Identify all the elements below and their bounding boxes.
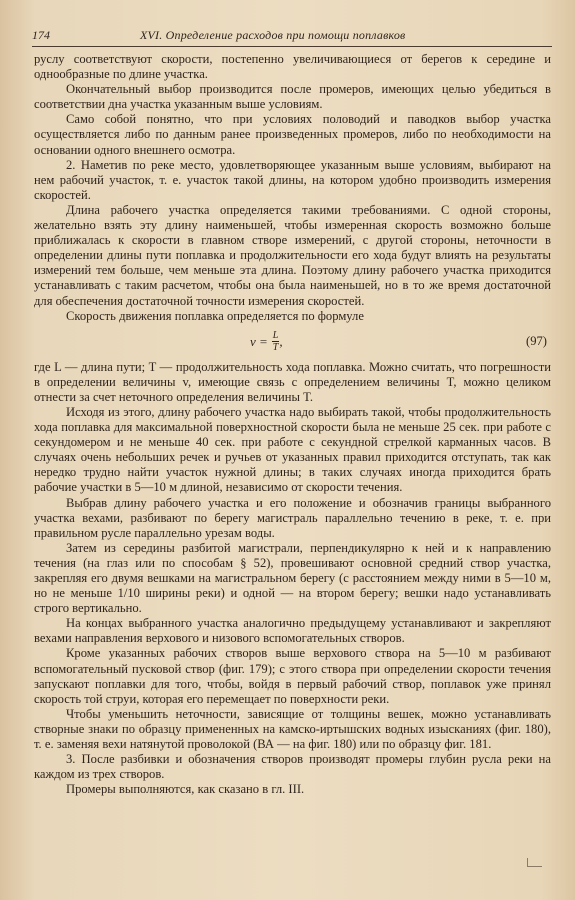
formula-fraction [272,329,283,353]
paragraph: На концах выбранного участка аналогично предыдущему устанавливают и закрепляют вехами направления верхового и низового вспомогательных створов. [34,616,551,646]
crop-mark [527,858,542,867]
paragraph: Кроме указанных рабочих створов выше верхового створа на 5—10 м разбивают вспомогательный пусковой створ (фиг. 179); с этого створа при определении скорости течения запускают поплавки для того, чтобы, войдя в первый рабочий створ, поплавок уже принял скорость той струи, которая его перемещает по поверхности реки. [34,646,551,706]
formula [250,330,283,353]
equation-number: (97) [526,333,547,348]
paragraph: Выбрав длину рабочего участка и его положение и обозначив границы выбранного участка вехами, разбивают по берегу магистраль параллельно течению в реке, т. е. при правильном русле параллельно урезам воды. [34,495,551,540]
paragraph: Длина рабочего участка определяется такими требованиями. С одной стороны, желательно взять эту длину наименьшей, чтобы измеренная скорость возможно больше приближалась к скорости в главном створе измерений, с другой стороны, неточности в определении длины пути поплавка и продолжительности его хода будут влиять на результаты измерений тем больше, чем меньше эта длина. Поэтому длину рабочего участка приходится устанавливать с таким расчетом, чтобы она была наименьшей, но в то же время достаточной для обеспечения достаточной точности измерения скоростей. [34,202,551,308]
formula-97 [34,326,551,356]
formula-numerator: L [272,329,279,341]
formula-trail: , [279,333,283,349]
paragraph: Затем из середины разбитой магистрали, перпендикулярно к ней и к направлению течения (на глаз или по способам § 52), провешивают основной средний створ участка, закрепляя его двумя вешками на магистральном берегу (с расстоянием между ними в 5—10 м, но не меньше 1/10 ширины реки) и одной — на втором берегу; вешки надо устанавливать строго вертикально. [34,540,551,616]
running-title: XVI. Определение расходов при помощи поплавков [140,28,406,42]
paragraph: Чтобы уменьшить неточности, зависящие от толщины вешек, можно устанавливать створные знаки по образцу примененных на камско-иртышских водных изысканиях (фиг. 180), т. е. заменяя вехи натянутой проволокой (ВА — на фиг. 180) или по образцу фиг. 181. [34,706,551,752]
paragraph: 2. Наметив по реке место, удовлетворяющее указанным выше условиям, выбирают на нем рабочий участок, т. е. участок такой длины, на котором удобно производить измерения скоростей. [34,157,551,202]
page-number: 174 [32,28,50,42]
page-body [34,52,551,797]
paragraph: Промеры выполняются, как сказано в гл. III. [66,782,305,797]
paragraph: руслу соответствуют скорости, постепенно увеличивающиеся от берегов к середине и однообразные по длине участка. [34,52,551,82]
paragraph: 3. После разбивки и обозначения створов производят промеры глубин русла реки на каждом из трех створов. [34,752,551,782]
paragraph: Само собой понятно, что при условиях половодий и паводков выбор участка осуществляется либо по данным ранее произведенных промеров, либо по необходимости на основании одного внешнего осмотра. [34,112,551,157]
paragraph: где L — длина пути; T — продолжительность хода поплавка. Можно считать, что погрешности в определении величины v, имеющие связь с определением величины T, можно целиком отнести за счет неточного определения величины T. [34,359,551,404]
page-header [32,26,552,47]
formula-lhs: v = [250,333,268,349]
formula-denominator: T [272,341,279,353]
paragraph: Скорость движения поплавка определяется по формуле [66,308,364,323]
paragraph: Окончательный выбор производится после промеров, имеющих целью убедиться в соответствии дна участка указанным выше условиям. [34,82,551,112]
paragraph: Исходя из этого, длину рабочего участка надо выбирать такой, чтобы продолжительность хода поплавка для максимальной поверхностной скорости была не меньше 25 сек. при работе с секундомером и не меньше 40 сек. при работе с секундной стрелкой карманных часов. В случаях очень небольших речек и ручьев от указанных правил приходится отступать, так как нередко трудно найти участок нужной длины; в таких случаях иногда приходится брать рабочие участки в 5—10 м длиной, независимо от скорости течения. [34,404,551,495]
